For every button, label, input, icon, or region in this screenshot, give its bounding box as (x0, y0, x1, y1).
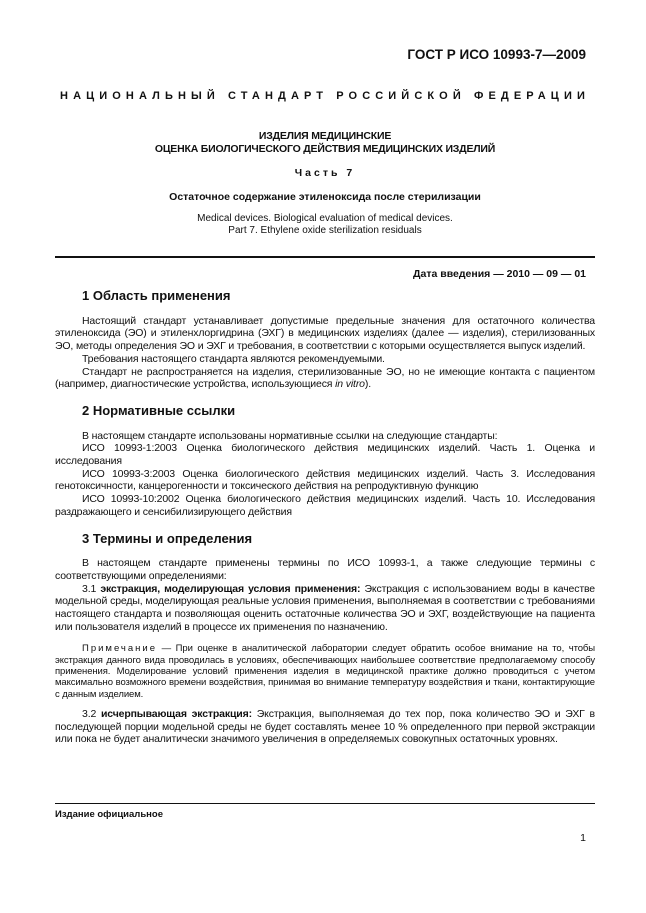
note-text: — При оценке в аналитической лаборатории следует обратить особое внимание на то, чтобы экстракция данного вида проводилась в условиях, обеспечивающих наибольшее соответствие предполагаемому способу применения. Моделирование условий применения изделия в медицинской практике должно проводиться с учетом максимально возможного времени воздействия, принимая во внимание температуру воздействия и ткани, контактирующие с данным изделием. (55, 643, 595, 700)
section-3-intro: В настоящем стандарте применены термины по ИСО 10993-1, а также следующие термины с соответствующими определениями: (55, 557, 595, 582)
term-3-2 (55, 708, 595, 746)
english-title-line-1: Medical devices. Biological evaluation of medical devices. (197, 213, 453, 224)
section-2-heading: 2 Нормативные ссылки (82, 402, 236, 418)
english-title (55, 213, 595, 237)
section-1-paragraph: Настоящий стандарт устанавливает допустимые предельные значения для остаточного количества этиленоксида (ЭО) и этиленхлоргидрина (ЭХГ) в медицинских изделиях (далее — изделия), стерилизованных ЭО, методы определения ЭО и ЭХГ и требования, в соответствии с которыми осуществляется выпуск изделий. (55, 314, 595, 353)
header-divider (55, 256, 595, 258)
note (55, 643, 595, 699)
section-2-paragraph: ИСО 10993-10:2002 Оценка биологического действия медицинских изделий. Часть 10. Исследования раздражающего и сенсибилизирующего действия (55, 493, 595, 518)
introduction-date: Дата введения — 2010 — 09 — 01 (413, 268, 586, 280)
term-number: 3.1 (82, 582, 101, 595)
section-2-paragraph: ИСО 10993-1:2003 Оценка биологического действия медицинских изделий. Часть 1. Оценка и исследования (55, 442, 595, 468)
title-line-1: ИЗДЕЛИЯ МЕДИЦИНСКИЕ (258, 130, 392, 142)
national-standard-banner: НАЦИОНАЛЬНЫЙ СТАНДАРТ РОССИЙСКОЙ ФЕДЕРАЦИИ (60, 90, 590, 102)
page-number: 1 (580, 832, 586, 844)
english-title-line-2: Part 7. Ethylene oxide sterilization residuals (228, 225, 422, 236)
term-definition: Экстракция, выполняемая до тех пор, пока количество ЭО и ЭХГ в последующей порции модельной среды не будет составлять менее 10 % определенного при первой экстракции или пока не будет аналитически значимого увеличения в определяемых совокупных остаточных уровнях. (55, 707, 595, 746)
section-3-heading: 3 Термины и определения (82, 530, 253, 546)
title-part: Часть 7 (294, 167, 356, 179)
standard-code: ГОСТ Р ИСО 10993-7—2009 (407, 47, 586, 62)
note-label: Примечание (82, 643, 157, 655)
term-3-1 (55, 583, 595, 634)
title-block (55, 130, 595, 237)
text-span: Стандарт не распространяется на изделия, стерилизованные ЭО, но не имеющие контакта с пациентом (например, диагностические устройства, использующиеся (55, 365, 595, 391)
edition-label: Издание официальное (55, 809, 163, 820)
term-name: исчерпывающая экстракция: (100, 707, 252, 720)
footer-divider (55, 803, 595, 804)
title-line-2: ОЦЕНКА БИОЛОГИЧЕСКОГО ДЕЙСТВИЯ МЕДИЦИНСКИХ ИЗДЕЛИЙ (154, 142, 496, 155)
term-number: 3.2 (82, 707, 101, 720)
term-definition: Экстракция с использованием воды в качестве модельной среды, моделирующая реальные условия применения, выполняемая в соответствии с требованиями настоящего стандарта и позволяющая оценить остаточные количества ЭО и ЭХГ, воздействующие на пациента или пользователя изделий в процессе их применения по назначению. (55, 582, 595, 633)
italic-text: in vitro (335, 378, 365, 391)
title-subtitle: Остаточное содержание этиленоксида после стерилизации (169, 191, 481, 203)
term-name: экстракция, моделирующая условия применения: (100, 582, 361, 595)
section-1-paragraph (55, 366, 595, 391)
section-2-paragraph: ИСО 10993-3:2003 Оценка биологического действия медицинских изделий. Часть 3. Исследования генотоксичности, канцерогенности и токсического действия на репродуктивную функцию (55, 467, 595, 493)
section-1-heading: 1 Область применения (82, 288, 231, 303)
section-1-paragraph: Требования настоящего стандарта являются рекомендуемыми. (82, 352, 385, 365)
main-content (55, 288, 595, 746)
section-2-paragraph: В настоящем стандарте использованы нормативные ссылки на следующие стандарты: (82, 429, 498, 442)
text-span: ). (364, 378, 371, 391)
